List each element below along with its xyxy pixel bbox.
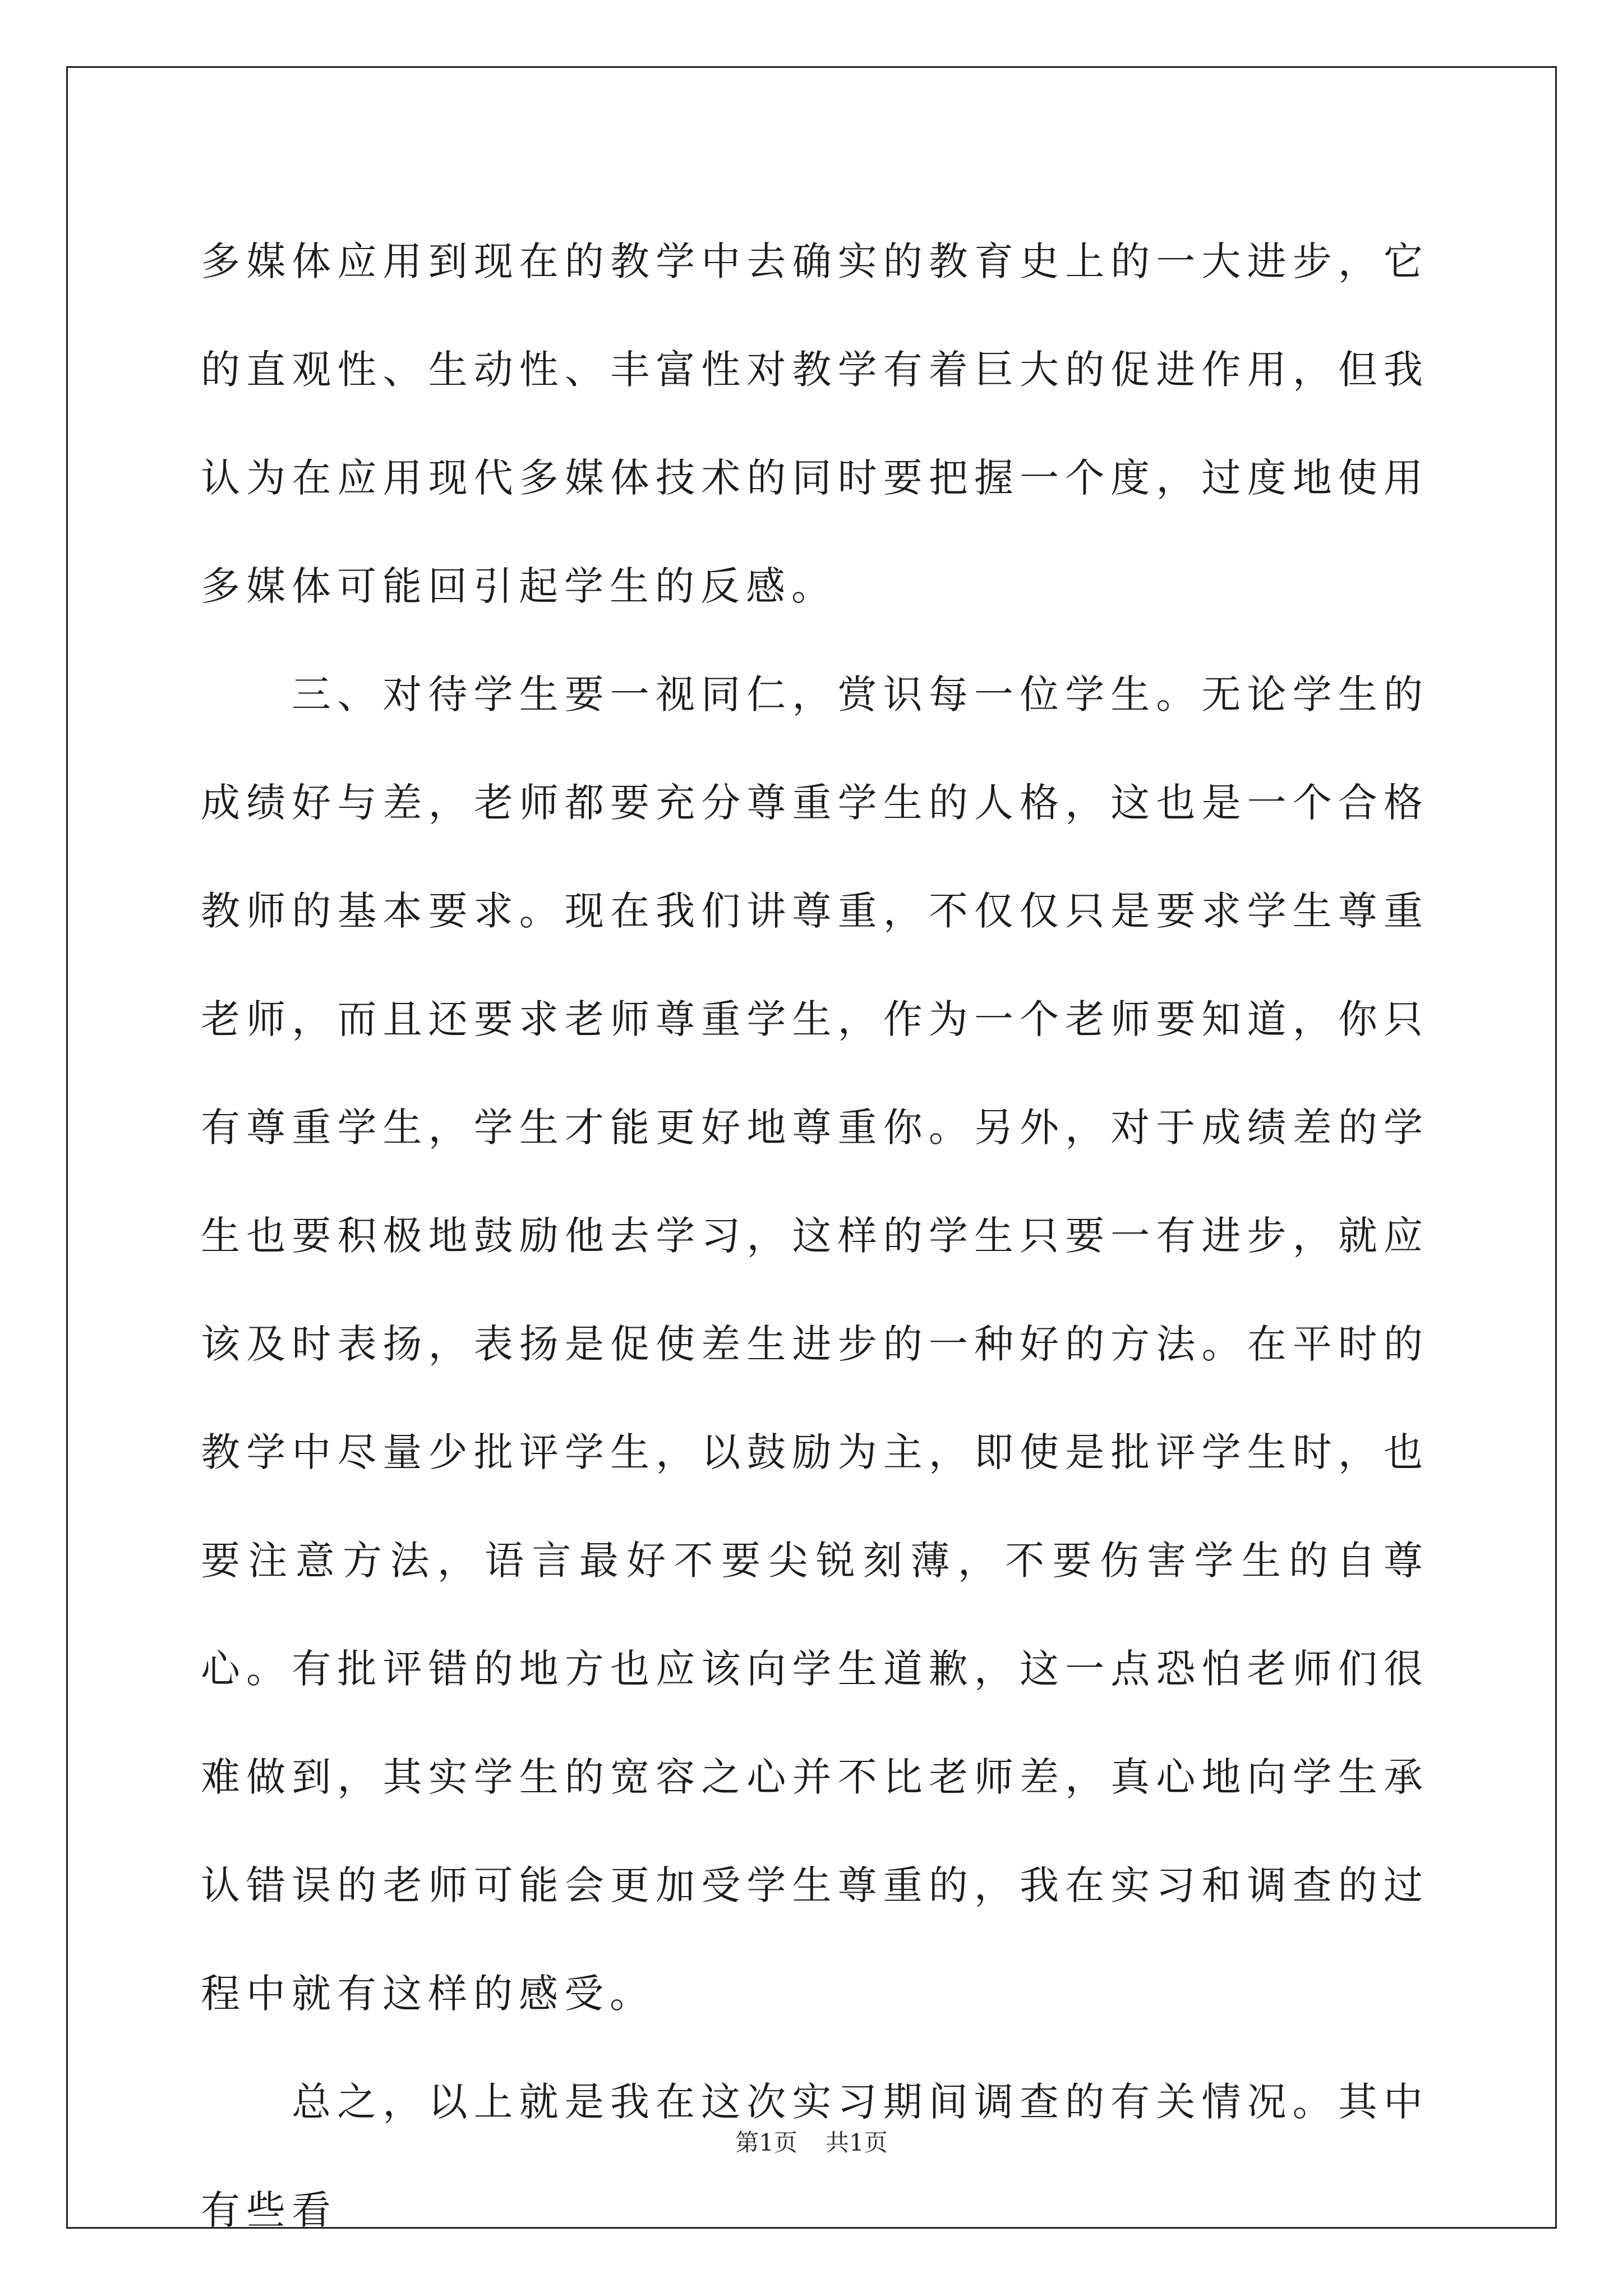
paragraph-continued: 多媒体应用到现在的教学中去确实的教育史上的一大进步，它的直观性、生动性、丰富性对教学有着巨大的促进作用，但我认为在应用现代多媒体技术的同时要把握一个度，过度地使用多媒体可能回引起学生的反感。 [201,238,1429,609]
page-number-current: 第1页 [735,2129,797,2156]
paragraph-section-three: 三、对待学生要一视同仁，赏识每一位学生。无论学生的成绩好与差，老师都要充分尊重学生的人格，这也是一个合格教师的基本要求。现在我们讲尊重，不仅仅只是要求学生尊重老师，而且还要求老师尊重学生，作为一个老师要知道，你只有尊重学生，学生才能更好地尊重你。另外，对于成绩差的学生也要积极地鼓励他去学习，这样的学生只要一有进步，就应该及时表扬，表扬是促使差生进步的一种好的方法。在平时的教学中尽量少批评学生，以鼓励为主，即使是批评学生时，也要注意方法，语言最好不要尖锐刻薄，不要伤害学生的自尊心。有批评错的地方也应该向学生道歉，这一点恐怕老师们很难做到，其实学生的宽容之心并不比老师差，真心地向学生承认错误的老师可能会更加受学生尊重的，我在实习和调查的过程中就有这样的感受。 [201,671,1429,2017]
page-footer [0,2126,1623,2160]
paragraph-summary: 总之，以上就是我在这次实习期间调查的有关情况。其中有些看 [201,2079,1429,2233]
document-body [201,208,1429,2265]
page-number-total: 共1页 [826,2129,888,2156]
